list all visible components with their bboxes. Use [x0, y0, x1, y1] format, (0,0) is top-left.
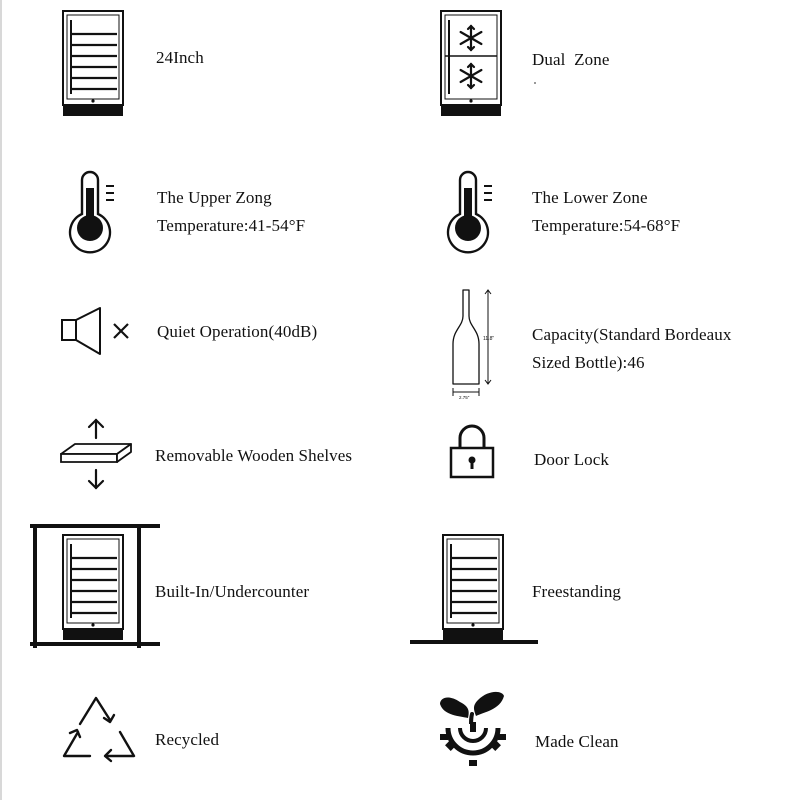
recycle-icon	[60, 694, 140, 764]
bottle-width-dim: 2.75"	[459, 395, 470, 400]
feature-label-capacity-line2: Sized Bottle):46	[532, 353, 645, 372]
dual-zone-snowflake-cooler-icon	[440, 10, 502, 118]
feature-label-lower-zone-name: The Lower Zone	[532, 188, 648, 207]
feature-label-dual-zone: Dual Zone	[532, 50, 610, 69]
freestanding-cooler-icon	[410, 534, 540, 648]
feature-label-upper-zone-temp: Temperature:41-54°F	[157, 216, 306, 235]
feature-label-builtin: Built-In/Undercounter	[155, 582, 310, 601]
wine-cooler-icon	[62, 10, 124, 118]
built-in-cooler-icon	[30, 524, 160, 648]
feature-label-lower-zone-temp: Temperature:54-68°F	[532, 216, 681, 235]
bottle-height-dim: 11.8"	[483, 336, 495, 342]
thermometer-icon	[66, 174, 122, 246]
feature-label-shelves: Removable Wooden Shelves	[155, 446, 353, 465]
wine-bottle-icon	[446, 288, 506, 404]
stray-dot	[534, 82, 536, 84]
feature-label-24inch: 24Inch	[156, 48, 204, 67]
feature-label-upper-zone-name: The Upper Zong	[157, 188, 272, 207]
sprout-gear-icon	[438, 688, 508, 766]
page-left-border	[0, 0, 2, 800]
feature-label-recycled: Recycled	[155, 730, 220, 749]
feature-label-quiet: Quiet Operation(40dB)	[157, 322, 318, 341]
thermometer-icon	[444, 174, 500, 246]
padlock-icon	[448, 422, 496, 480]
feature-label-lock: Door Lock	[534, 450, 610, 469]
feature-label-freestanding: Freestanding	[532, 582, 622, 601]
feature-label-made-clean: Made Clean	[535, 732, 619, 751]
removable-shelf-icon	[58, 416, 138, 492]
speaker-mute-icon	[60, 306, 136, 356]
feature-label-capacity-line1: Capacity(Standard Bordeaux	[532, 325, 732, 344]
